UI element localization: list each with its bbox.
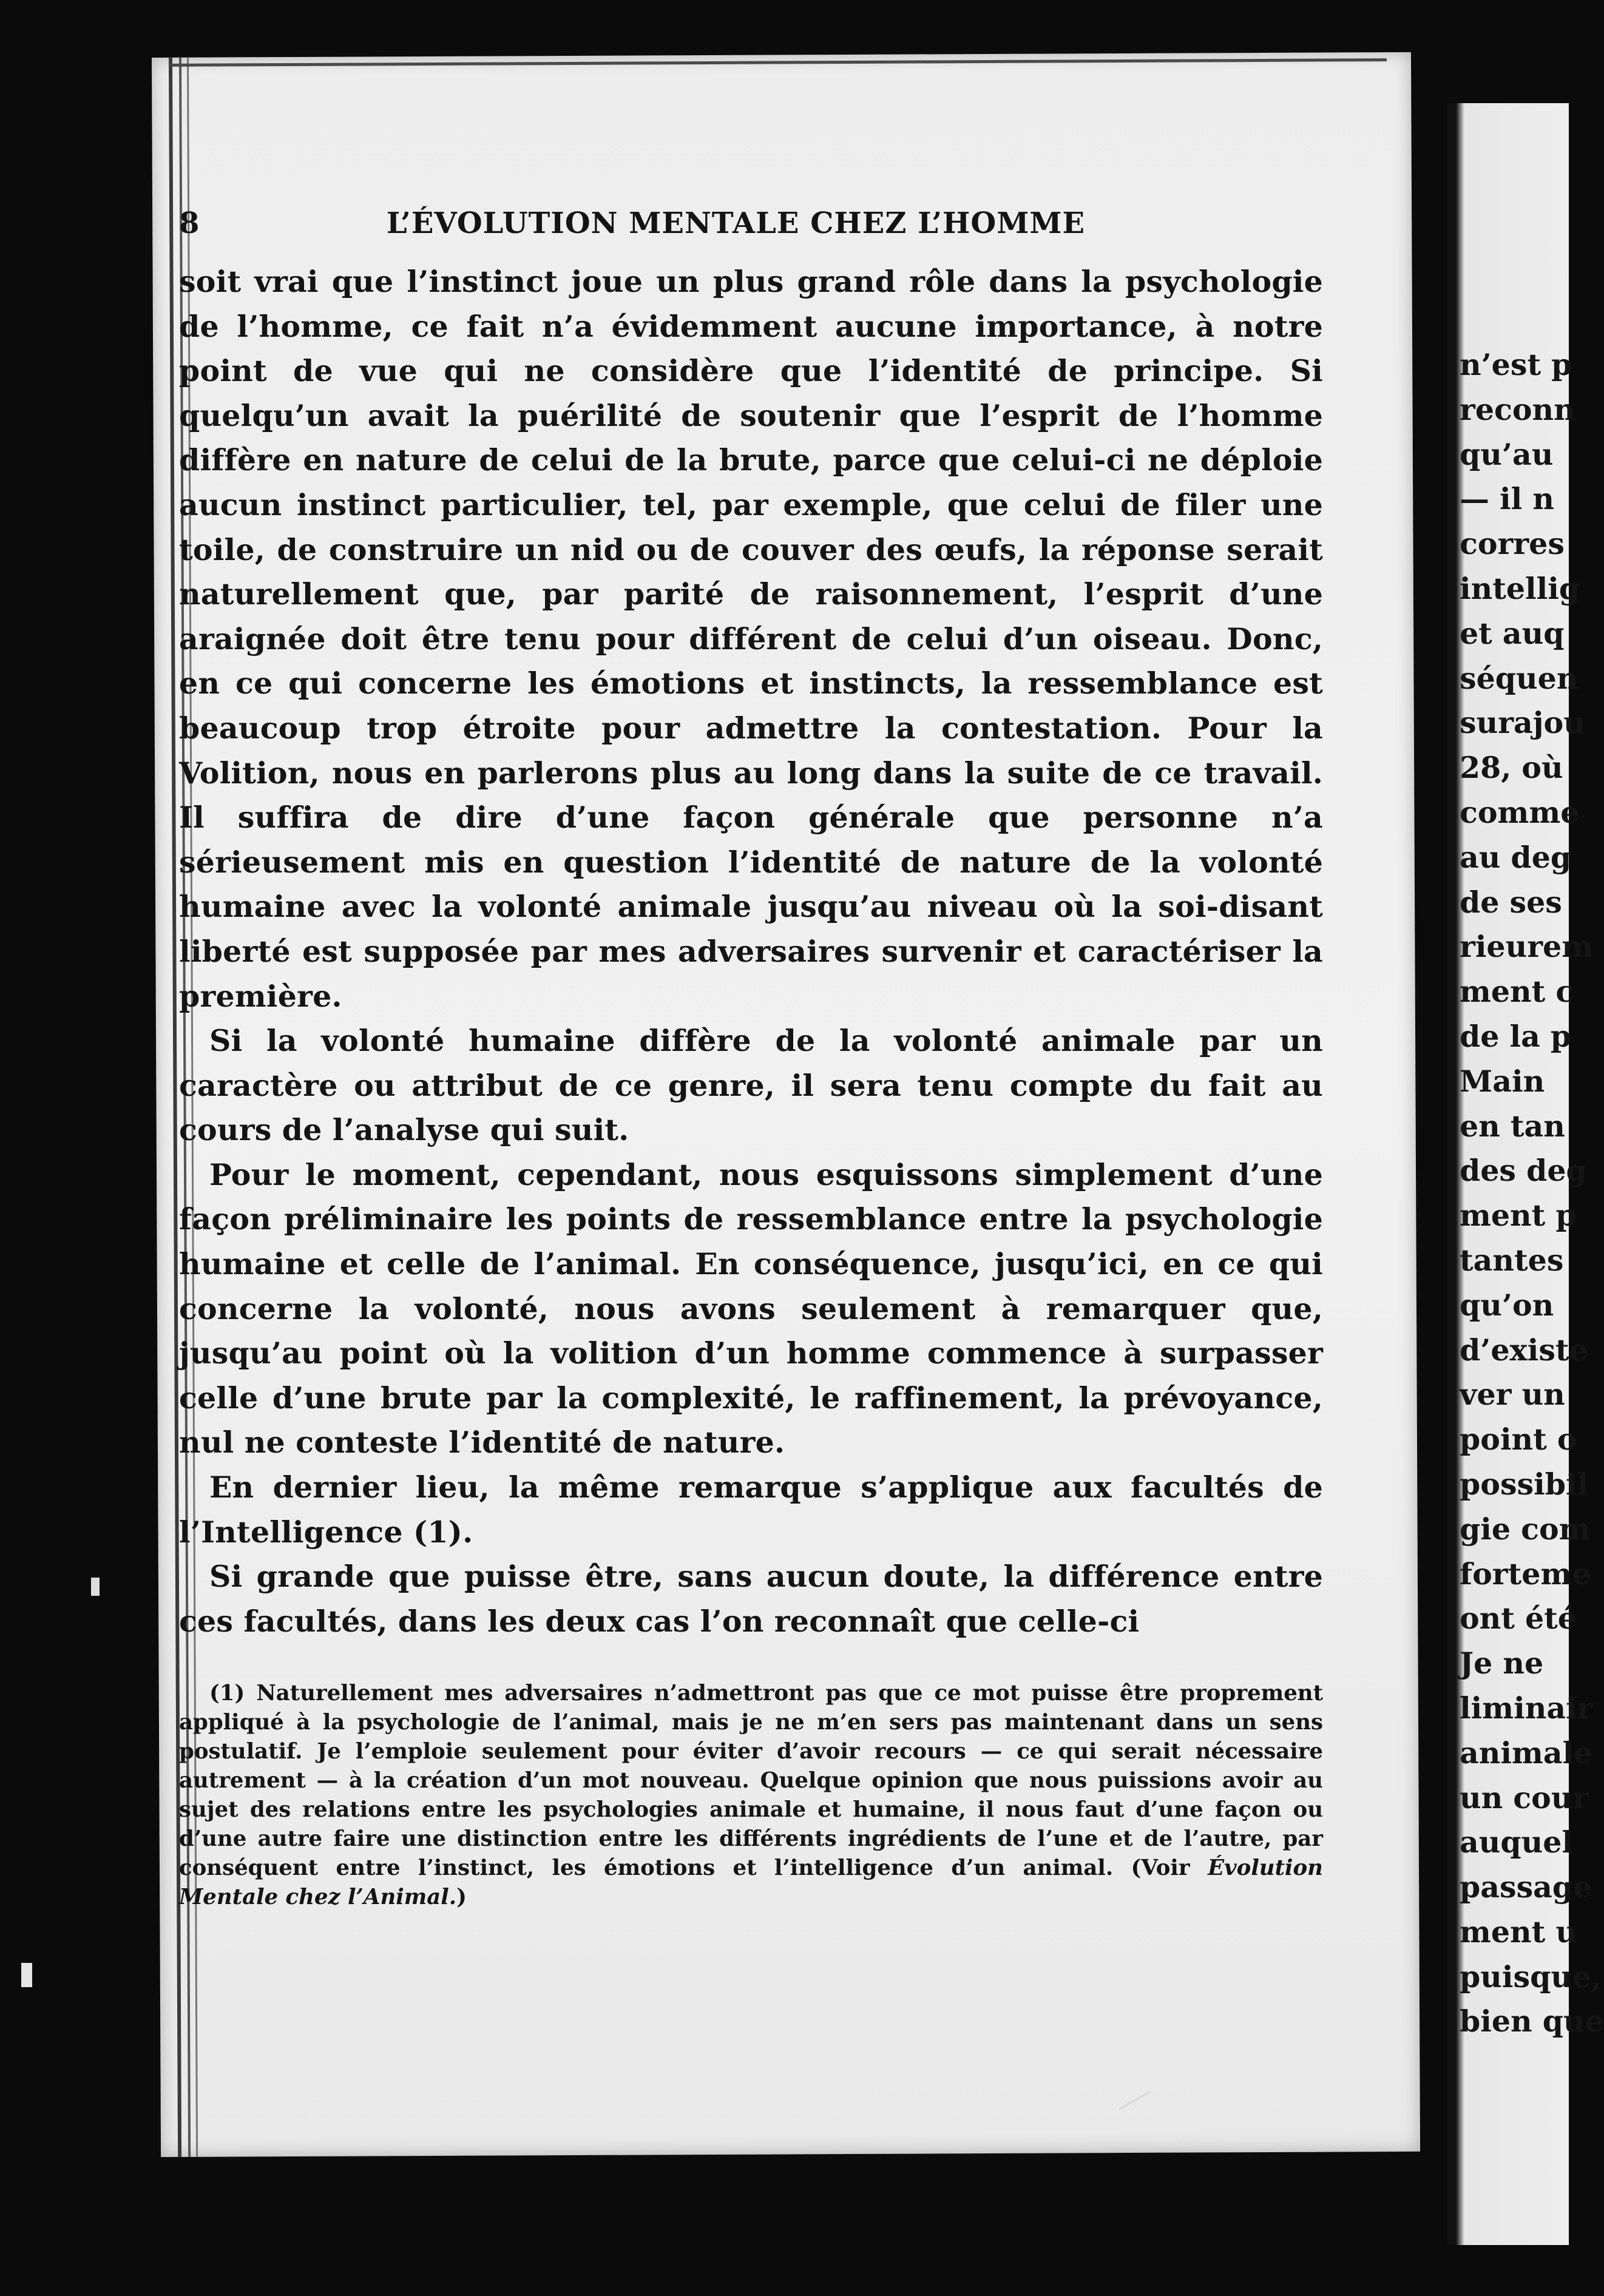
facing-page-line: reconn — [1460, 391, 1575, 427]
facing-page-line: puisque, — [1460, 1959, 1602, 1994]
facing-page-line: ment c — [1460, 974, 1574, 1010]
facing-page-line: liminair — [1460, 1690, 1593, 1726]
facing-page-line: ment u — [1460, 1914, 1577, 1950]
footnote-text: Naturellement mes adversaires n’admettront pas que ce mot puisse être proprement appliqué à la psychologie de l’animal, mais je ne m’en sers pas maintenant dans un sens postulatif. Je l’emploie seulement pour éviter d’avoir recours — ce qui serait nécessaire autrement — à la création d’un mot nouveau. Quelque opinion que nous puissions avoir au sujet des relations entre les psychologies animale et humaine, il nous faut d’une façon ou d’une autre faire une distinction entre les différents ingrédients de l’une et de l’autre, par conséquent entre l’instinct, les émotions et l’intelligence d’un animal. (Voir — [179, 1681, 1324, 1881]
running-title: L’ÉVOLUTION MENTALE CHEZ L’HOMME — [386, 206, 1086, 240]
facing-page-line: ver un — [1460, 1377, 1565, 1413]
facing-page-line: gie com — [1460, 1511, 1591, 1547]
page-text — [179, 206, 1323, 1934]
facing-page-line: passage — [1460, 1869, 1592, 1905]
facing-page-line: et auq — [1460, 615, 1565, 651]
facing-page-line: forteme — [1460, 1556, 1591, 1592]
facing-page-line: d’existe — [1460, 1332, 1588, 1368]
dust-mark — [91, 1578, 100, 1596]
facing-page-line: Je ne — [1460, 1646, 1544, 1681]
facing-page-line: n’est p — [1460, 347, 1572, 382]
facing-page-line: auquel — [1460, 1825, 1574, 1860]
page-number: 8 — [179, 206, 200, 240]
footnote-citation: Évolution Mentale chez l’Animal. — [179, 1855, 1323, 1910]
facing-page-line: point o — [1460, 1422, 1577, 1457]
facing-page-line: — il n — [1460, 481, 1554, 517]
running-head — [179, 206, 1323, 255]
facing-page-line: Main — [1460, 1063, 1545, 1099]
paragraph: En dernier lieu, la même remarque s’applique aux facultés de l’Intelligence (1). — [179, 1470, 1323, 1550]
facing-page-line: comme — [1460, 794, 1580, 830]
facing-page-line: corres — [1460, 526, 1565, 562]
dust-mark — [21, 1963, 32, 1987]
facing-page-line: rieurem — [1460, 929, 1594, 965]
facing-page-line: intellig — [1460, 570, 1580, 606]
facing-page-line: ont été — [1460, 1601, 1577, 1636]
facing-page-line: au deg — [1460, 839, 1572, 875]
paragraph: Pour le moment, cependant, nous esquissons simplement d’une façon préliminaire les points de ressemblance entre la psychologie humaine et celle de l’animal. En conséquence, jusqu’ici, en ce qui concerne la volonté, nous avons seulement à remarquer que, jusqu’au point où la volition d’un homme commence à surpasser celle d’une brute par la complexité, le raffinement, la prévoyance, nul ne conteste l’identité de nature. — [179, 1156, 1323, 1460]
paragraph: Si grande que puisse être, sans aucun doute, la différence entre ces facultés, dans les deux cas l’on reconnaît que celle-ci — [179, 1559, 1323, 1639]
facing-page-line: de la p — [1460, 1018, 1572, 1054]
paragraph: soit vrai que l’instinct joue un plus grand rôle dans la psychologie de l’homme, ce fait n’a évidemment aucune importance, à notre point de vue qui ne considère que l’identité de principe. Si quelqu’un avait la puérilité de soutenir que l’esprit de l’homme diffère en nature de celui de la brute, parce que celui-ci ne déploie aucun instinct particulier, tel, par exemple, que celui de filer une toile, de construire un nid ou de couver des œufs, la réponse serait naturellement que, par parité de raisonnement, l’esprit d’une araignée doit être tenu pour différent de celui d’un oiseau. Donc, en ce qui concerne les émotions et instincts, la ressemblance est beaucoup trop étroite pour admettre la contestation. Pour la Volition, nous en parlerons plus au long dans la suite de ce travail. Il suffira de dire d’une façon générale que personne n’a sérieusement mis en question l’identité de nature de la volonté humaine avec la volonté animale jusqu’au niveau où la soi-disant liberté est supposée par mes adversaires survenir et caractériser la première. — [179, 264, 1323, 1014]
paragraph: Si la volonté humaine diffère de la volonté animale par un caractère ou attribut de ce genre, il sera tenu compte du fait au cours de l’analyse qui suit. — [179, 1023, 1323, 1148]
facing-page-line: bien que — [1460, 2004, 1604, 2039]
facing-page-line: 28, où — [1460, 750, 1563, 786]
facing-page-text — [1460, 343, 1604, 2044]
page-top-edge — [170, 58, 1387, 67]
facing-page-line: des deg — [1460, 1153, 1587, 1189]
facing-page — [1447, 103, 1604, 2245]
facing-page-line: qu’on — [1460, 1287, 1554, 1323]
facing-page-line: possibil — [1460, 1466, 1589, 1502]
facing-page-line: en tan — [1460, 1108, 1565, 1144]
facing-page-line: séquen — [1460, 660, 1579, 696]
facing-page-line: surajou — [1460, 705, 1585, 741]
facing-page-line: qu’au — [1460, 436, 1554, 472]
footnote — [179, 1679, 1323, 1912]
facing-page-line: animale — [1460, 1735, 1593, 1771]
footnote-marker: (1) — [209, 1681, 245, 1706]
facing-page-line: ment p — [1460, 1198, 1577, 1234]
facing-page-line: de ses — [1460, 884, 1562, 920]
facing-page-line: un cour — [1460, 1780, 1589, 1815]
facing-page-line: tantes — [1460, 1242, 1564, 1278]
footnote-closing: ) — [456, 1885, 467, 1910]
